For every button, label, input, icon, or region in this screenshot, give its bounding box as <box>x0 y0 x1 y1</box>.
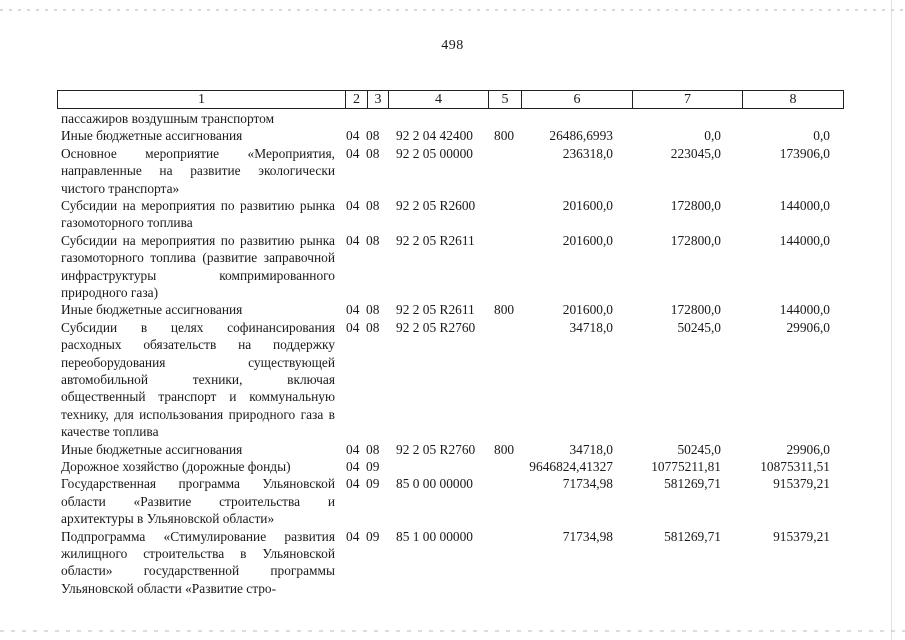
col-target-code: 92 2 05 R2611 <box>396 232 475 248</box>
col-section: 04 <box>346 319 360 335</box>
col-section: 04 <box>346 441 360 457</box>
col-amount-8: 173906,0 <box>779 145 830 161</box>
table-header-cell: 2 <box>345 91 367 108</box>
col-amount-7: 223045,0 <box>670 145 721 161</box>
col-amount-6: 236318,0 <box>562 145 613 161</box>
page-number: 498 <box>441 38 464 53</box>
col-section: 04 <box>346 197 360 213</box>
col-section: 04 <box>346 145 360 161</box>
col-amount-6: 71734,98 <box>562 528 613 544</box>
col-target-code: 92 2 05 R2760 <box>396 319 476 335</box>
col-amount-8: 144000,0 <box>779 197 830 213</box>
col-expense-type: 800 <box>494 441 515 457</box>
row-description: Субсидии на мероприятия по развитию рынка газомоторного топлива <box>61 197 335 231</box>
col-section: 04 <box>346 458 360 474</box>
col-target-code: 85 1 00 00000 <box>396 528 473 544</box>
col-subsection: 08 <box>366 128 380 144</box>
table-row <box>0 127 905 144</box>
col-subsection: 09 <box>366 476 380 492</box>
col-section: 04 <box>346 232 360 248</box>
row-description: Субсидии на мероприятия по развитию рынка газомоторного топлива (развитие заправочной инфраструктуры компримированного природного газа) <box>61 232 335 300</box>
table-header-cell: 3 <box>367 91 388 108</box>
col-subsection: 08 <box>366 302 380 318</box>
col-amount-6: 201600,0 <box>562 232 613 248</box>
col-subsection: 08 <box>366 197 380 213</box>
col-subsection: 08 <box>366 319 380 335</box>
col-target-code: 92 2 05 R2600 <box>396 197 476 213</box>
row-description: Субсидии в целях софинансирования расходных обязательств на поддержку переоборудования существующей автомобильной техники, включая общественный транспорт и коммунальную технику, для использования природного газа в качестве топлива <box>61 319 335 440</box>
row-description: Подпрограмма «Стимулирование развития жилищного строительства в Ульяновской области» государственной программы Ульяновской области «Развитие стро- <box>61 528 335 596</box>
col-amount-6: 201600,0 <box>562 302 613 318</box>
col-amount-8: 144000,0 <box>779 232 830 248</box>
col-subsection: 08 <box>366 145 380 161</box>
col-amount-8: 915379,21 <box>773 528 830 544</box>
table-row <box>0 441 905 458</box>
col-amount-8: 915379,21 <box>773 476 830 492</box>
col-amount-8: 144000,0 <box>779 302 830 318</box>
col-target-code: 92 2 05 R2760 <box>396 441 476 457</box>
table-row <box>0 145 905 197</box>
col-amount-7: 172800,0 <box>670 302 721 318</box>
col-amount-7: 50245,0 <box>677 319 721 335</box>
table-row <box>0 197 905 232</box>
table-header-cell: 4 <box>388 91 488 108</box>
col-target-code: 92 2 04 42400 <box>396 128 473 144</box>
col-expense-type: 800 <box>494 302 515 318</box>
col-target-code: 85 0 00 00000 <box>396 476 473 492</box>
col-target-code: 92 2 05 R2611 <box>396 302 475 318</box>
scan-edge-bottom <box>0 630 905 632</box>
col-amount-6: 9646824,41327 <box>529 458 613 474</box>
table-header-cell: 7 <box>632 91 742 108</box>
col-amount-8: 29906,0 <box>786 441 830 457</box>
col-target-code: 92 2 05 00000 <box>396 145 473 161</box>
col-subsection: 09 <box>366 528 380 544</box>
col-amount-6: 34718,0 <box>569 319 613 335</box>
col-amount-7: 581269,71 <box>664 476 721 492</box>
col-amount-7: 0,0 <box>704 128 721 144</box>
col-amount-8: 0,0 <box>813 128 830 144</box>
col-amount-6: 201600,0 <box>562 197 613 213</box>
col-section: 04 <box>346 476 360 492</box>
col-amount-7: 50245,0 <box>677 441 721 457</box>
col-amount-7: 581269,71 <box>664 528 721 544</box>
table-row <box>0 458 905 475</box>
col-amount-6: 26486,6993 <box>549 128 613 144</box>
row-description: Иные бюджетные ассигнования <box>61 128 243 144</box>
table-header-cell: 1 <box>198 92 205 107</box>
col-section: 04 <box>346 302 360 318</box>
table-header-cell: 5 <box>488 91 521 108</box>
row-description: Дорожное хозяйство (дорожные фонды) <box>61 458 291 474</box>
table-row <box>0 319 905 441</box>
col-amount-7: 172800,0 <box>670 197 721 213</box>
row-description: пассажиров воздушным транспортом <box>61 111 275 126</box>
col-subsection: 08 <box>366 232 380 248</box>
table-header-row <box>57 90 844 109</box>
table-row <box>0 232 905 302</box>
row-description: Иные бюджетные ассигнования <box>61 302 243 318</box>
row-description: Основное мероприятие «Мероприятия, направленные на развитие экологически чистого транспорта» <box>61 145 335 196</box>
row-description: Государственная программа Ульяновской области «Развитие строительства и архитектуры в Ульяновской области» <box>61 476 335 527</box>
col-subsection: 09 <box>366 458 380 474</box>
col-amount-8: 29906,0 <box>786 319 830 335</box>
col-amount-6: 34718,0 <box>569 441 613 457</box>
table-body <box>0 110 905 597</box>
scan-edge-top <box>0 9 905 11</box>
table-row <box>0 301 905 318</box>
col-section: 04 <box>346 128 360 144</box>
table-header-cell: 8 <box>742 91 843 108</box>
row-description: Иные бюджетные ассигнования <box>61 441 243 457</box>
col-amount-6: 71734,98 <box>562 476 613 492</box>
col-expense-type: 800 <box>494 128 515 144</box>
table-header-cell: 6 <box>521 91 632 108</box>
table-row <box>0 475 905 527</box>
col-section: 04 <box>346 528 360 544</box>
col-amount-8: 10875311,51 <box>760 458 830 474</box>
table-row <box>0 528 905 598</box>
table-row <box>0 110 905 127</box>
col-amount-7: 172800,0 <box>670 232 721 248</box>
col-subsection: 08 <box>366 441 380 457</box>
col-amount-7: 10775211,81 <box>651 458 721 474</box>
